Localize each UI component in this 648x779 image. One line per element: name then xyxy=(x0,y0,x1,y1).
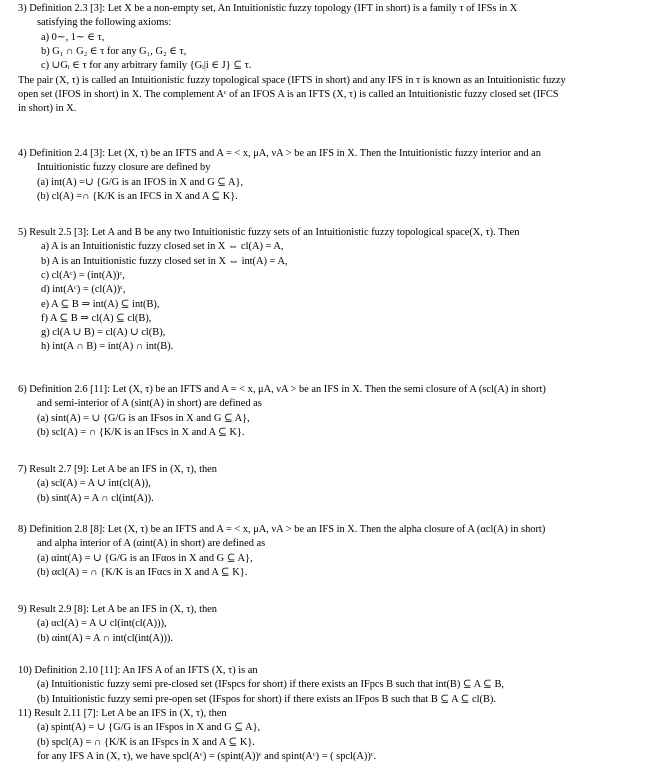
item-6-line-3: (a) αint(A) = ∪ {G/G is an IFαos in X and G ⊆ A}, xyxy=(37,552,253,564)
item-3-line-6: e) A ⊆ B ⇒ int(A) ⊆ int(B), xyxy=(41,298,160,310)
item-1-line-2: satisfying the following axioms: xyxy=(37,17,172,29)
item-6-line-4: (b) αcl(A) = ∩ {K/K is an IFαcs in X and A ⊆ K}. xyxy=(37,566,248,578)
item-2-line-1: 4) Definition 2.4 [3]: Let (X, τ) be an IFTS and A = < x, μA, νA > be an IFS in X. Then the Intuitionistic fuzzy interior and an xyxy=(18,148,541,159)
item-1-line-8: in short) in X. xyxy=(18,103,77,115)
item-6-line-1: 8) Definition 2.8 [8]: Let (X, τ) be an IFTS and A = < x, μA, νA > be an IFS in X. Then the alpha closure of A (αcl(A) in short) xyxy=(18,524,546,535)
item-1-line-7: open set (IFOS in short) in X. The complement Aᶜ of an IFOS A is an IFTS (X, τ) is called an Intuitionistic fuzzy closed set (IFCS xyxy=(18,88,559,100)
item-1-line-1: 3) Definition 2.3 [3]: Let X be a non-empty set, An Intuitionistic fuzzy topology (IFT in short) is a family τ of IFSs in X xyxy=(18,3,518,14)
item-3-line-7: f) A ⊆ B ⇒ cl(A) ⊆ cl(B), xyxy=(41,312,152,324)
item-8-line-6: (b) spcl(A) = ∩ {K/K is an IFspcs in X and A ⊆ K}. xyxy=(37,736,255,748)
item-8-line-4: 11) Result 2.11 [7]: Let A be an IFS in (X, τ), then xyxy=(18,707,227,719)
item-8-line-7: for any IFS A in (X, τ), we have spcl(Aᶜ) = (spint(A))ᶜ and spint(Aᶜ) = ( spcl(A))ᶜ. xyxy=(37,750,377,762)
item-3-line-9: h) int(A ∩ B) = int(A) ∩ int(B). xyxy=(41,341,174,353)
item-4-line-1: 6) Definition 2.6 [11]: Let (X, τ) be an IFTS and A = < x, μA, νA > be an IFS in X. Then the semi closure of A (scl(A) in short) xyxy=(18,384,546,395)
item-7-line-2: (a) αcl(A) = A ∪ cl(int(cl(A))), xyxy=(37,618,167,630)
item-3-line-8: g) cl(A ∪ B) = cl(A) ∪ cl(B), xyxy=(41,327,166,339)
item-2-line-3: (a) int(A) =∪ {G/G is an IFOS in X and G ⊆ A}, xyxy=(37,176,244,188)
item-1-line-6: The pair (X, τ) is called an Intuitionistic fuzzy topological space (IFTS in short) and any IFS in τ is known as an Intuitionistic fuzzy xyxy=(18,74,566,86)
item-3-line-4: c) cl(Aᶜ) = (int(A))ᶜ, xyxy=(41,269,125,281)
item-3-line-2: a) A is an Intuitionistic fuzzy closed set in X ⇔ cl(A) = A, xyxy=(41,241,284,253)
item-4-line-2: and semi-interior of A (sint(A) in short) are defined as xyxy=(37,398,262,410)
item-5-line-2: (a) scl(A) = A ∪ int(cl(A)), xyxy=(37,478,151,490)
item-8-line-5: (a) spint(A) = ∪ {G/G is an IFspos in X and G ⊆ A}, xyxy=(37,722,261,734)
item-1-line-3: a) 0∼, 1∼ ∈ τ, xyxy=(41,31,105,43)
item-4-line-4: (b) scl(A) = ∩ {K/K is an IFscs in X and A ⊆ K}. xyxy=(37,426,245,438)
item-3-line-3: b) A is an Intuitionistic fuzzy closed set in X ⇔ int(A) = A, xyxy=(41,255,288,267)
item-5-line-1: 7) Result 2.7 [9]: Let A be an IFS in (X, τ), then xyxy=(18,464,217,475)
item-1-line-5: c) ∪Gᵢ ∈ τ for any arbitrary family {Gᵢ|i ∈ J} ⊆ τ. xyxy=(41,60,252,72)
item-4-line-3: (a) sint(A) = ∪ {G/G is an IFsos in X and G ⊆ A}, xyxy=(37,412,250,424)
item-3-line-1: 5) Result 2.5 [3]: Let A and B be any two Intuitionistic fuzzy sets of an Intuitionistic fuzzy topological space(X, τ). Then xyxy=(18,227,520,238)
item-2-line-2: Intuitionistic fuzzy closure are defined by xyxy=(37,162,211,174)
item-3-line-5: d) int(Aᶜ) = (cl(A))ᶜ, xyxy=(41,284,126,296)
item-5-line-3: (b) sint(A) = A ∩ cl(int(A)). xyxy=(37,492,154,504)
item-7-line-1: 9) Result 2.9 [8]: Let A be an IFS in (X, τ), then xyxy=(18,604,217,615)
item-7-line-3: (b) αint(A) = A ∩ int(cl(int(A))). xyxy=(37,632,173,644)
item-6-line-2: and alpha interior of A (αint(A) in short) are defined as xyxy=(37,538,266,550)
item-8-line-3: (b) Intuitionistic fuzzy semi pre-open set (IFspos for short) if there exists an IFpos B such that B ⊆ A ⊆ cl(B). xyxy=(37,693,496,705)
item-8-line-1: 10) Definition 2.10 [11]: An IFS A of an IFTS (X, τ) is an xyxy=(18,665,258,676)
item-8-line-2: (a) Intuitionistic fuzzy semi pre-closed set (IFspcs for short) if there exists an IFpcs B such that int(B) ⊆ A ⊆ B, xyxy=(37,679,505,691)
item-2-line-4: (b) cl(A) =∩ {K/K is an IFCS in X and A ⊆ K}. xyxy=(37,190,238,202)
item-1-line-4: b) G₁ ∩ G₂ ∈ τ for any G₁, G₂ ∈ τ, xyxy=(41,45,187,57)
